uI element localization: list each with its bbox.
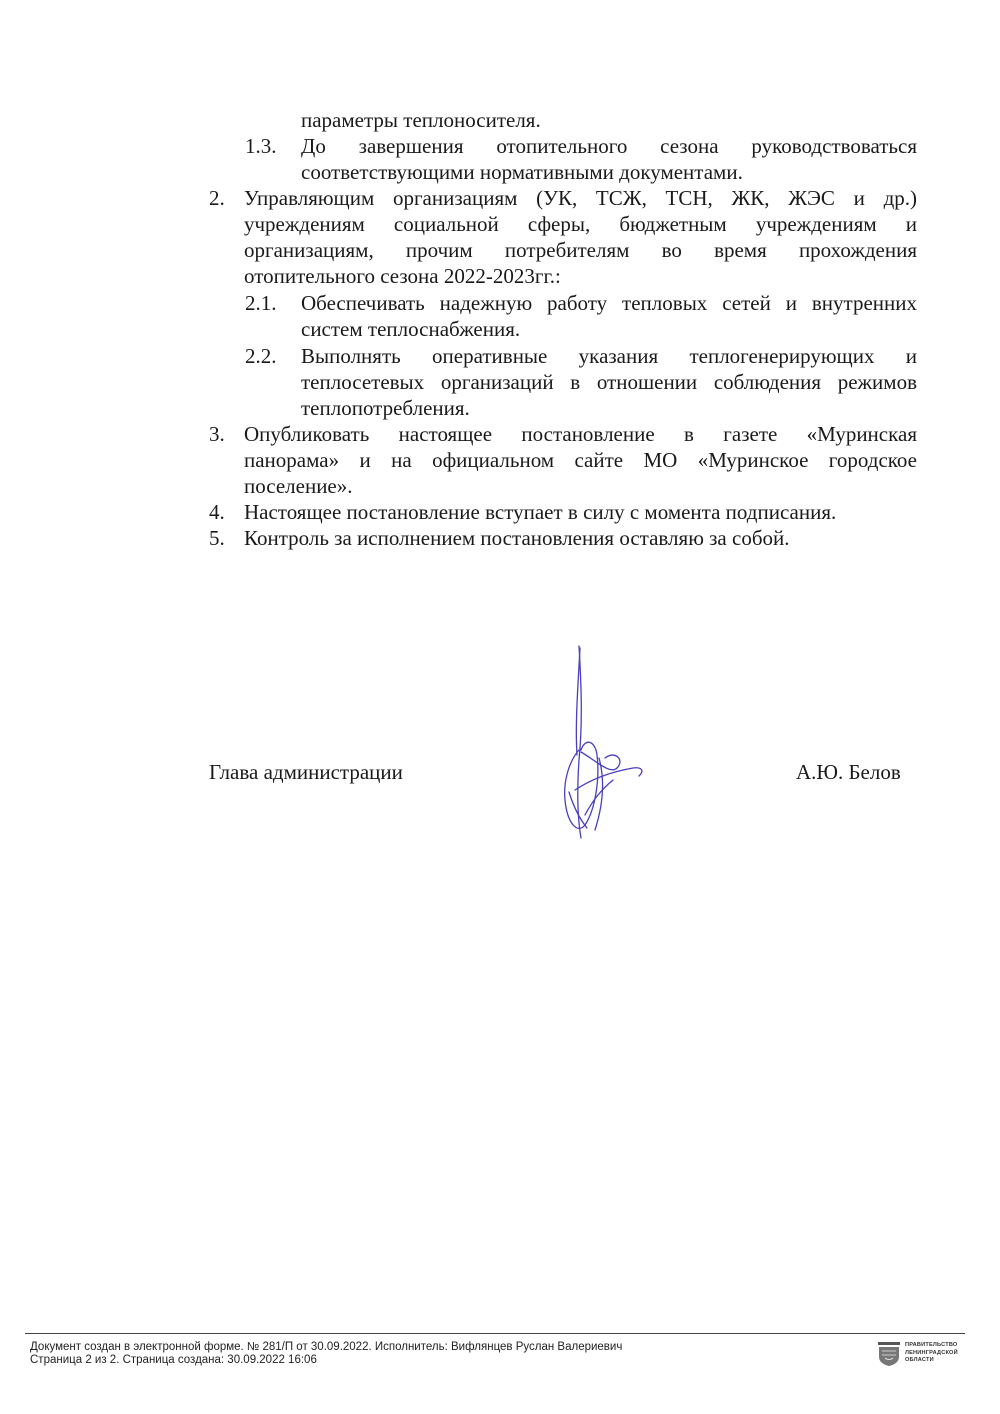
logo-line-3: ОБЛАСТИ bbox=[905, 1357, 934, 1363]
item-2-1-line-1: Обеспечивать надежную работу тепловых сетей и внутренних bbox=[301, 291, 917, 315]
logo-line-1: ПРАВИТЕЛЬСТВО bbox=[905, 1342, 958, 1348]
government-logo bbox=[878, 1340, 958, 1368]
item-number-2: 2. bbox=[209, 186, 225, 210]
item-1-3-line-1: До завершения отопительного сезона руководствоваться bbox=[301, 134, 917, 158]
item-2-2-line-3: теплопотребления. bbox=[301, 396, 470, 420]
item-2-line-2: учреждениям социальной сферы, бюджетным учреждениям и bbox=[244, 212, 917, 236]
item-2-line-4: отопительного сезона 2022-2023гг.: bbox=[244, 264, 561, 288]
item-5-line-1: Контроль за исполнением постановления оставляю за собой. bbox=[244, 526, 790, 550]
item-number-1-3: 1.3. bbox=[245, 134, 277, 158]
logo-caption bbox=[905, 1342, 958, 1365]
item-3-line-2: панорама» и на официальном сайте МО «Муринское городское bbox=[244, 448, 917, 472]
item-number-4: 4. bbox=[209, 500, 225, 524]
item-2-1-line-2: систем теплоснабжения. bbox=[301, 317, 521, 341]
item-3-line-3: поселение». bbox=[244, 474, 353, 498]
coat-of-arms-icon bbox=[878, 1342, 900, 1366]
item-4-line-1: Настоящее постановление вступает в силу с момента подписания. bbox=[244, 500, 837, 524]
item-2-line-1: Управляющим организациям (УК, ТСЖ, ТСН, ЖК, ЖЭС и др.) bbox=[244, 186, 917, 210]
continuation-line: параметры теплоносителя. bbox=[301, 108, 541, 132]
item-number-2-2: 2.2. bbox=[245, 344, 277, 368]
item-number-5: 5. bbox=[209, 526, 225, 550]
logo-line-2: ЛЕНИНГРАДСКОЙ bbox=[905, 1349, 958, 1356]
handwritten-signature bbox=[555, 640, 665, 850]
item-2-2-line-1: Выполнять оперативные указания теплогенерирующих и bbox=[301, 344, 917, 368]
item-1-3-line-2: соответствующими нормативными документами. bbox=[301, 160, 743, 184]
item-number-3: 3. bbox=[209, 422, 225, 446]
footer-divider bbox=[25, 1333, 965, 1334]
signatory-name: А.Ю. Белов bbox=[796, 760, 901, 784]
signatory-position: Глава администрации bbox=[209, 760, 403, 784]
footer-line-2: Страница 2 из 2. Страница создана: 30.09.2022 16:06 bbox=[30, 1354, 317, 1366]
footer-line-1: Документ создан в электронной форме. № 281/П от 30.09.2022. Исполнитель: Вифлянцев Руслан Валериевич bbox=[30, 1341, 623, 1353]
item-2-2-line-2: теплосетевых организаций в отношении соблюдения режимов bbox=[301, 370, 917, 394]
item-number-2-1: 2.1. bbox=[245, 291, 277, 315]
item-2-line-3: организациям, прочим потребителям во время прохождения bbox=[244, 238, 917, 262]
item-3-line-1: Опубликовать настоящее постановление в газете «Муринская bbox=[244, 422, 917, 446]
